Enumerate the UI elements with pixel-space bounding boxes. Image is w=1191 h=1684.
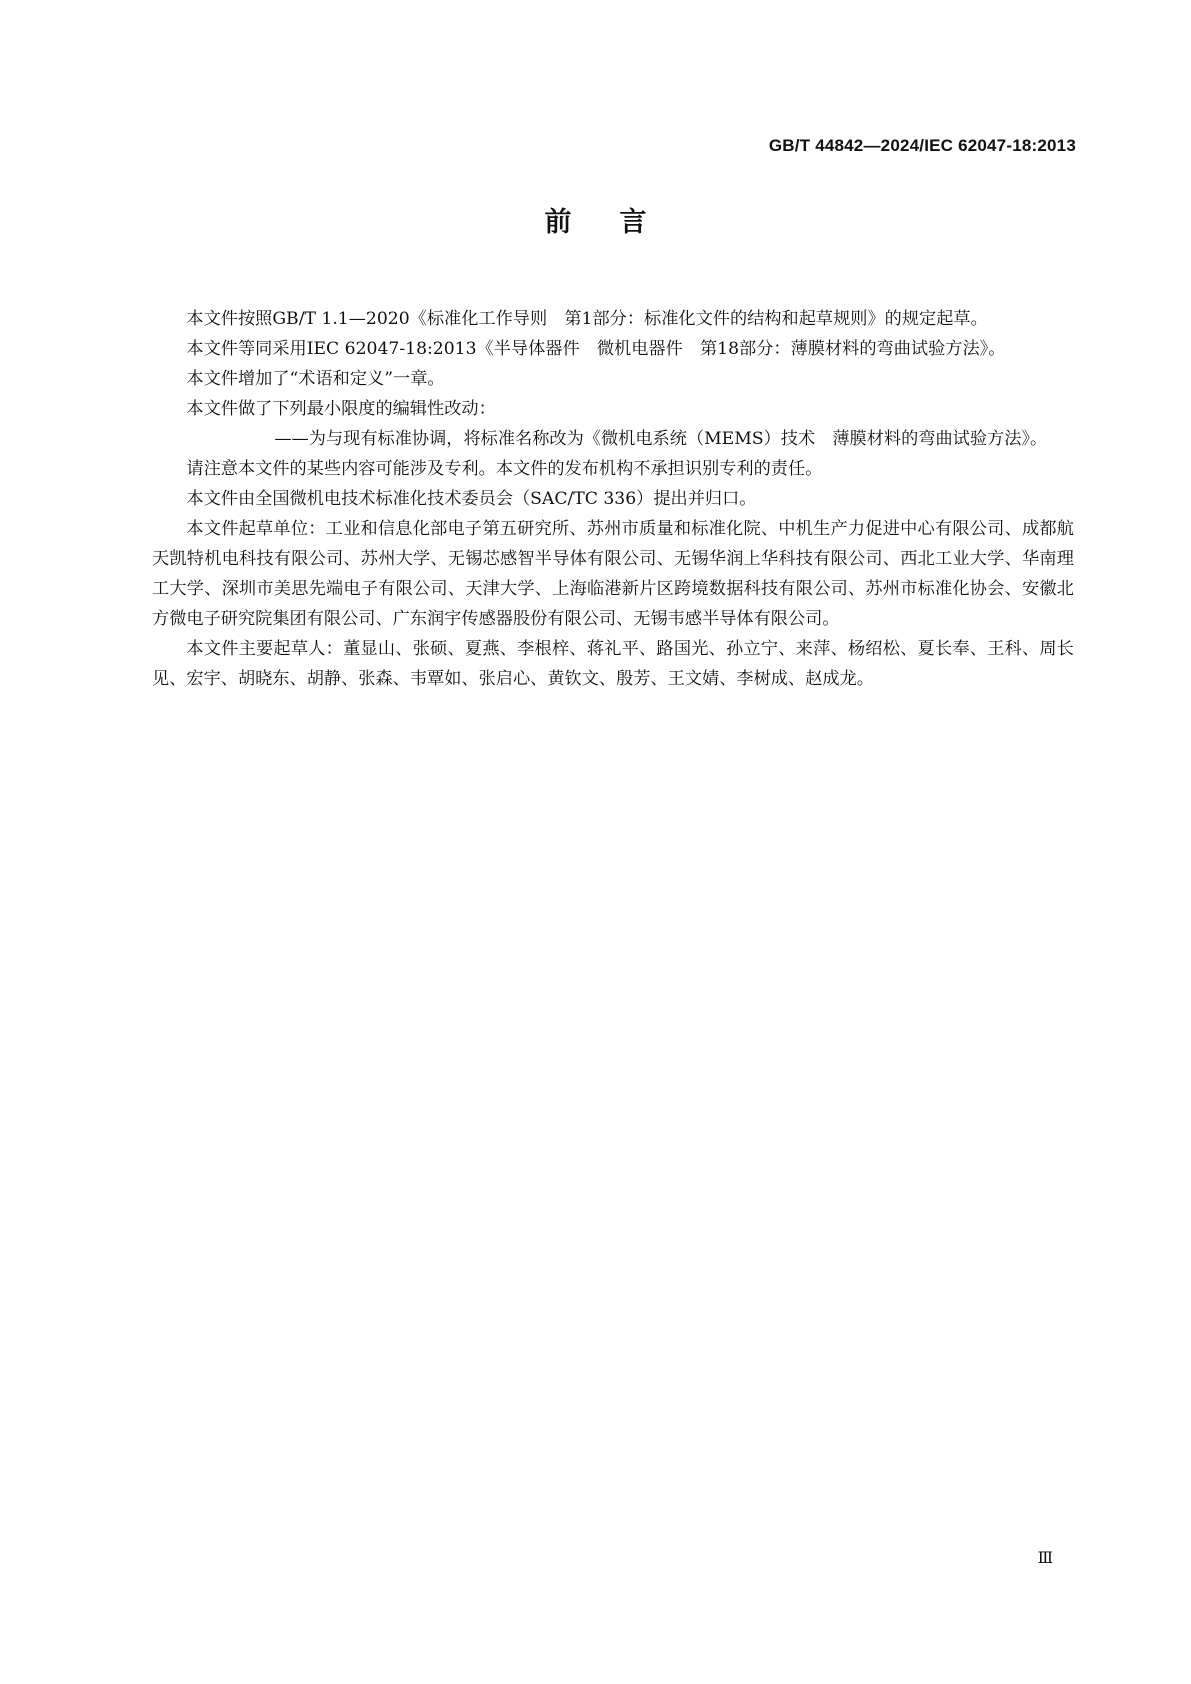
page-title: 前言 xyxy=(544,207,695,238)
foreword-content xyxy=(152,304,1074,694)
paragraph-drafting-units: 本文件起草单位：工业和信息化部电子第五研究所、苏州市质量和标准化院、中机生产力促进中心有限公司、成都航天凯特机电科技有限公司、苏州大学、无锡芯感智半导体有限公司、无锡华润上华科技有限公司、西北工业大学、华南理工大学、深圳市美思先端电子有限公司、天津大学、上海临港新片区跨境数据科技有限公司、苏州市标准化协会、安徽北方微电子研究院集团有限公司、广东润宇传感器股份有限公司、无锡韦感半导体有限公司。 xyxy=(152,519,1074,629)
paragraph-adoption: 本文件等同采用IEC 62047-18:2013《半导体器件 微机电器件 第18部分：薄膜材料的弯曲试验方法》。 xyxy=(186,339,1006,359)
paragraph-drafters: 本文件主要起草人：董显山、张硕、夏燕、李根梓、蒋礼平、路国光、孙立宁、来萍、杨绍松、夏长奉、王科、周长见、宏宇、胡晓东、胡静、张森、韦覃如、张启心、黄钦文、殷芳、王文婧、李树成、赵成龙。 xyxy=(152,639,1074,689)
list-item-editorial-change: ——为与现有标准协调，将标准名称改为《微机电系统（MEMS）技术 薄膜材料的弯曲试验方法》。 xyxy=(274,429,1048,449)
page-number: Ⅲ xyxy=(1037,1548,1053,1567)
paragraph-added-chapter: 本文件增加了“术语和定义”一章。 xyxy=(186,369,445,389)
paragraph-editorial-changes: 本文件做了下列最小限度的编辑性改动： xyxy=(186,399,496,419)
paragraph-committee: 本文件由全国微机电技术标准化技术委员会（SAC/TC 336）提出并归口。 xyxy=(186,489,757,509)
paragraph-drafting-rules: 本文件按照GB/T 1.1—2020《标准化工作导则 第1部分：标准化文件的结构和起草规则》的规定起草。 xyxy=(186,309,988,329)
document-code: GB/T 44842—2024/IEC 62047-18:2013 xyxy=(768,136,1076,155)
paragraph-patent-notice: 请注意本文件的某些内容可能涉及专利。本文件的发布机构不承担识别专利的责任。 xyxy=(186,459,823,479)
